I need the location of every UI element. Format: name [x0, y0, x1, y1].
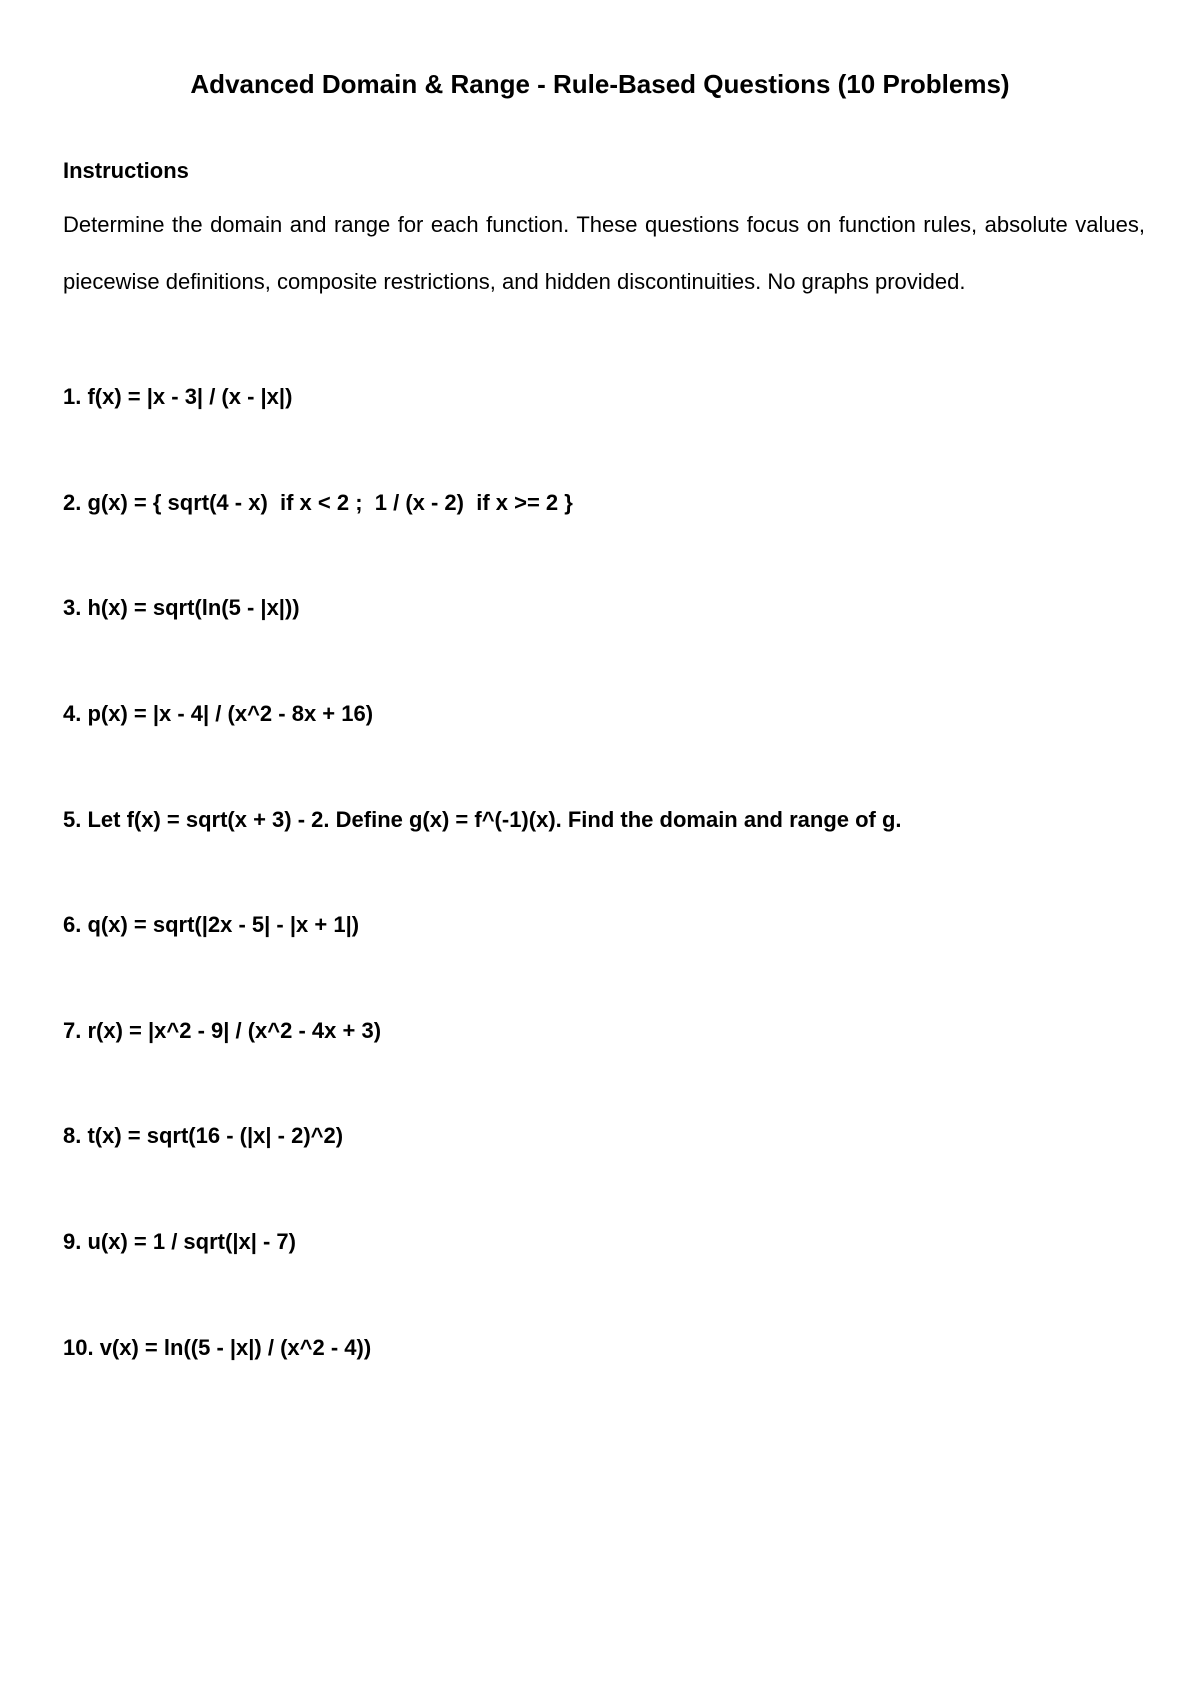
problem-10: 10. v(x) = ln((5 - |x|) / (x^2 - 4)) — [63, 1335, 372, 1360]
problem-7: 7. r(x) = |x^2 - 9| / (x^2 - 4x + 3) — [63, 1018, 382, 1043]
instructions-heading: Instructions — [63, 158, 189, 183]
problem-2: 2. g(x) = { sqrt(4 - x) if x < 2 ; 1 / (x - 2) if x >= 2 } — [63, 490, 573, 515]
document-title: Advanced Domain & Range - Rule-Based Questions (10 Problems) — [190, 69, 1010, 99]
problem-6: 6. q(x) = sqrt(|2x - 5| - |x + 1|) — [63, 912, 360, 937]
problem-5: 5. Let f(x) = sqrt(x + 3) - 2. Define g(x) = f^(-1)(x). Find the domain and range of g. — [63, 807, 902, 832]
problem-3: 3. h(x) = sqrt(ln(5 - |x|)) — [63, 595, 300, 620]
problem-4: 4. p(x) = |x - 4| / (x^2 - 8x + 16) — [63, 701, 374, 726]
instructions-text: Determine the domain and range for each function. These questions focus on function rules, absolute values, piecewise definitions, composite restrictions, and hidden discontinuities. No graphs provided. — [63, 212, 1145, 294]
problem-9: 9. u(x) = 1 / sqrt(|x| - 7) — [63, 1229, 296, 1254]
problem-8: 8. t(x) = sqrt(16 - (|x| - 2)^2) — [63, 1123, 344, 1148]
problem-1: 1. f(x) = |x - 3| / (x - |x|) — [63, 384, 293, 409]
